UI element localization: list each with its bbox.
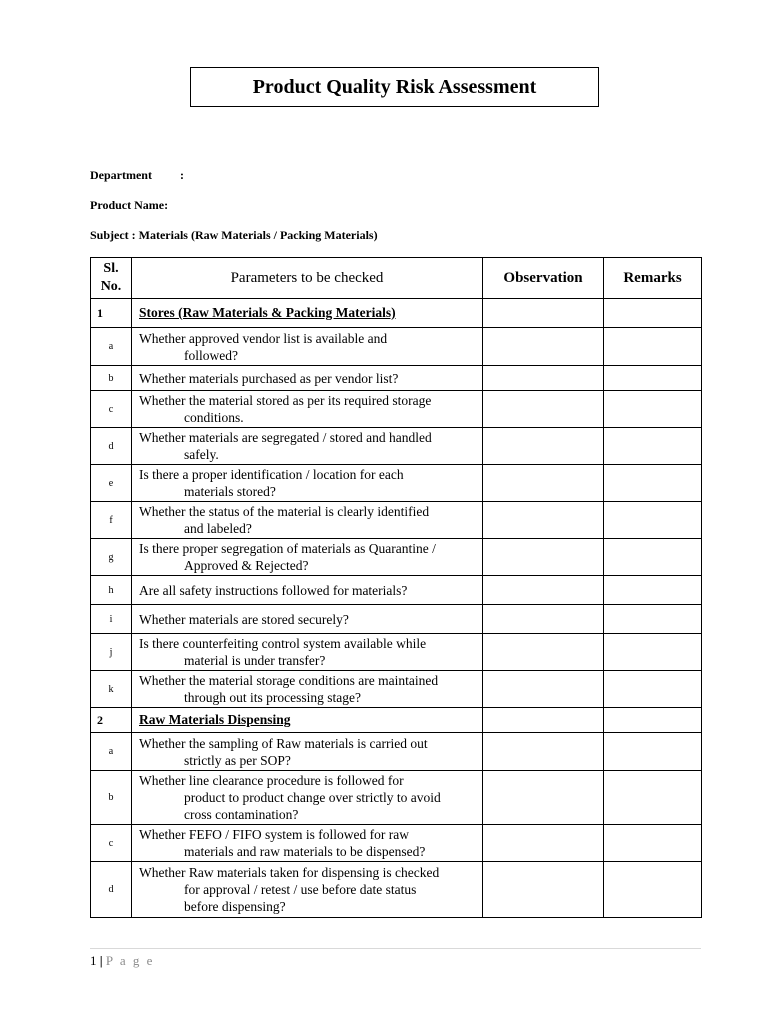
section-number: 1 [91, 299, 132, 328]
section-number: 2 [91, 708, 132, 733]
table-row [91, 771, 702, 825]
sl-header-line1: Sl. [103, 261, 119, 276]
remarks-cell[interactable] [604, 428, 702, 465]
parameter-line: Is there counterfeiting control system available while [139, 636, 427, 651]
parameter-text [132, 771, 483, 825]
parameter-text [132, 634, 483, 671]
parameter-text [132, 391, 483, 428]
remarks-cell[interactable] [604, 634, 702, 671]
section-title: Stores (Raw Materials & Packing Materials) [132, 299, 483, 328]
parameter-line: Whether the material stored as per its required storage [139, 393, 432, 408]
table-row [91, 576, 702, 605]
item-letter: c [91, 825, 132, 862]
parameter-line: Is there proper segregation of materials as Quarantine / [139, 541, 436, 556]
section-row [91, 708, 702, 733]
table-row [91, 428, 702, 465]
department-line [90, 168, 184, 183]
parameter-continuation: materials and raw materials to be dispensed? [184, 844, 426, 859]
footer-divider [90, 948, 701, 949]
table-header-row [91, 258, 702, 299]
parameters-header: Parameters to be checked [132, 258, 483, 299]
item-letter: d [91, 862, 132, 918]
table-row [91, 733, 702, 771]
table-row [91, 328, 702, 366]
page-number: 1 [90, 953, 97, 968]
table-row [91, 605, 702, 634]
remarks-cell[interactable] [604, 539, 702, 576]
observation-cell[interactable] [483, 671, 604, 708]
department-label: Department [90, 168, 152, 182]
observation-cell[interactable] [483, 391, 604, 428]
parameter-continuation: strictly as per SOP? [184, 752, 291, 768]
item-letter: k [91, 671, 132, 708]
table-row [91, 391, 702, 428]
observation-cell[interactable] [483, 605, 604, 634]
table-row [91, 671, 702, 708]
parameter-line: Whether the sampling of Raw materials is carried out [139, 735, 428, 751]
item-letter: j [91, 634, 132, 671]
parameter-line: Whether the status of the material is clearly identified [139, 504, 430, 519]
parameter-continuation: cross contamination? [184, 807, 299, 822]
parameter-text [132, 605, 483, 634]
product-name-label: Product Name: [90, 198, 169, 212]
item-letter: a [91, 328, 132, 366]
table-row [91, 634, 702, 671]
page-label: P a g e [105, 953, 155, 968]
footer-separator: | [99, 953, 103, 968]
remarks-cell[interactable] [604, 671, 702, 708]
remarks-cell[interactable] [604, 708, 702, 733]
observation-cell[interactable] [483, 299, 604, 328]
remarks-cell[interactable] [604, 502, 702, 539]
observation-cell[interactable] [483, 862, 604, 918]
item-letter: g [91, 539, 132, 576]
observation-cell[interactable] [483, 576, 604, 605]
item-letter: b [91, 771, 132, 825]
parameter-line: Whether approved vendor list is available and [139, 330, 388, 346]
parameter-line: Whether FEFO / FIFO system is followed for raw [139, 827, 409, 842]
checklist-table [90, 257, 702, 918]
item-letter: f [91, 502, 132, 539]
remarks-cell[interactable] [604, 366, 702, 391]
parameter-text [132, 502, 483, 539]
observation-cell[interactable] [483, 539, 604, 576]
parameter-continuation: followed? [184, 347, 238, 363]
parameter-continuation: and labeled? [184, 521, 252, 536]
parameter-text [132, 366, 483, 391]
table-row [91, 825, 702, 862]
item-letter: d [91, 428, 132, 465]
parameter-line: Is there a proper identification / location for each [139, 467, 404, 482]
section-title: Raw Materials Dispensing [132, 708, 483, 733]
page-footer [90, 953, 154, 969]
item-letter: c [91, 391, 132, 428]
remarks-header: Remarks [604, 258, 702, 299]
observation-cell[interactable] [483, 825, 604, 862]
observation-cell[interactable] [483, 502, 604, 539]
parameter-line: Whether materials purchased as per vendor list? [139, 370, 399, 386]
parameter-text [132, 733, 483, 771]
parameter-line: Whether materials are stored securely? [139, 611, 349, 627]
parameter-continuation: materials stored? [184, 484, 276, 499]
item-letter: b [91, 366, 132, 391]
remarks-cell[interactable] [604, 299, 702, 328]
item-letter: e [91, 465, 132, 502]
remarks-cell[interactable] [604, 605, 702, 634]
parameter-text [132, 328, 483, 366]
observation-cell[interactable] [483, 366, 604, 391]
parameter-continuation: material is under transfer? [184, 653, 326, 668]
sl-header-line2: No. [100, 279, 122, 294]
remarks-cell[interactable] [604, 391, 702, 428]
remarks-cell[interactable] [604, 825, 702, 862]
parameter-continuation: product to product change over strictly to avoid [184, 790, 441, 805]
parameter-continuation: before dispensing? [184, 899, 286, 914]
remarks-cell[interactable] [604, 465, 702, 502]
observation-cell[interactable] [483, 771, 604, 825]
parameter-text [132, 465, 483, 502]
parameter-continuation: safely. [184, 447, 219, 462]
parameter-text [132, 825, 483, 862]
table-row [91, 465, 702, 502]
observation-cell[interactable] [483, 328, 604, 366]
remarks-cell[interactable] [604, 862, 702, 918]
item-letter: i [91, 605, 132, 634]
remarks-cell[interactable] [604, 771, 702, 825]
parameter-continuation: for approval / retest / use before date status [184, 882, 417, 897]
table-row [91, 366, 702, 391]
section-row [91, 299, 702, 328]
observation-cell[interactable] [483, 465, 604, 502]
table-row [91, 539, 702, 576]
observation-header: Observation [483, 258, 604, 299]
subject-label: Subject : Materials (Raw Materials / Packing Materials) [90, 228, 378, 242]
item-letter: h [91, 576, 132, 605]
parameter-text [132, 862, 483, 918]
parameter-line: Whether line clearance procedure is followed for [139, 773, 404, 788]
document-title: Product Quality Risk Assessment [190, 67, 599, 107]
parameter-line: Whether Raw materials taken for dispensing is checked [139, 865, 440, 880]
department-colon: : [180, 168, 184, 182]
observation-cell[interactable] [483, 428, 604, 465]
observation-cell[interactable] [483, 733, 604, 771]
parameter-continuation: through out its processing stage? [184, 690, 361, 705]
parameter-line: Whether the material storage conditions are maintained [139, 673, 439, 688]
parameter-line: Are all safety instructions followed for materials? [139, 582, 408, 598]
parameter-text [132, 576, 483, 605]
table-row [91, 502, 702, 539]
observation-cell[interactable] [483, 708, 604, 733]
parameter-text [132, 428, 483, 465]
parameter-continuation: Approved & Rejected? [184, 558, 309, 573]
sl-no-header [91, 258, 132, 299]
parameter-text [132, 539, 483, 576]
parameter-line: Whether materials are segregated / stored and handled [139, 430, 432, 445]
observation-cell[interactable] [483, 634, 604, 671]
table-row [91, 862, 702, 918]
parameter-continuation: conditions. [184, 410, 244, 425]
item-letter: a [91, 733, 132, 771]
remarks-cell[interactable] [604, 733, 702, 771]
remarks-cell[interactable] [604, 576, 702, 605]
parameter-text [132, 671, 483, 708]
remarks-cell[interactable] [604, 328, 702, 366]
